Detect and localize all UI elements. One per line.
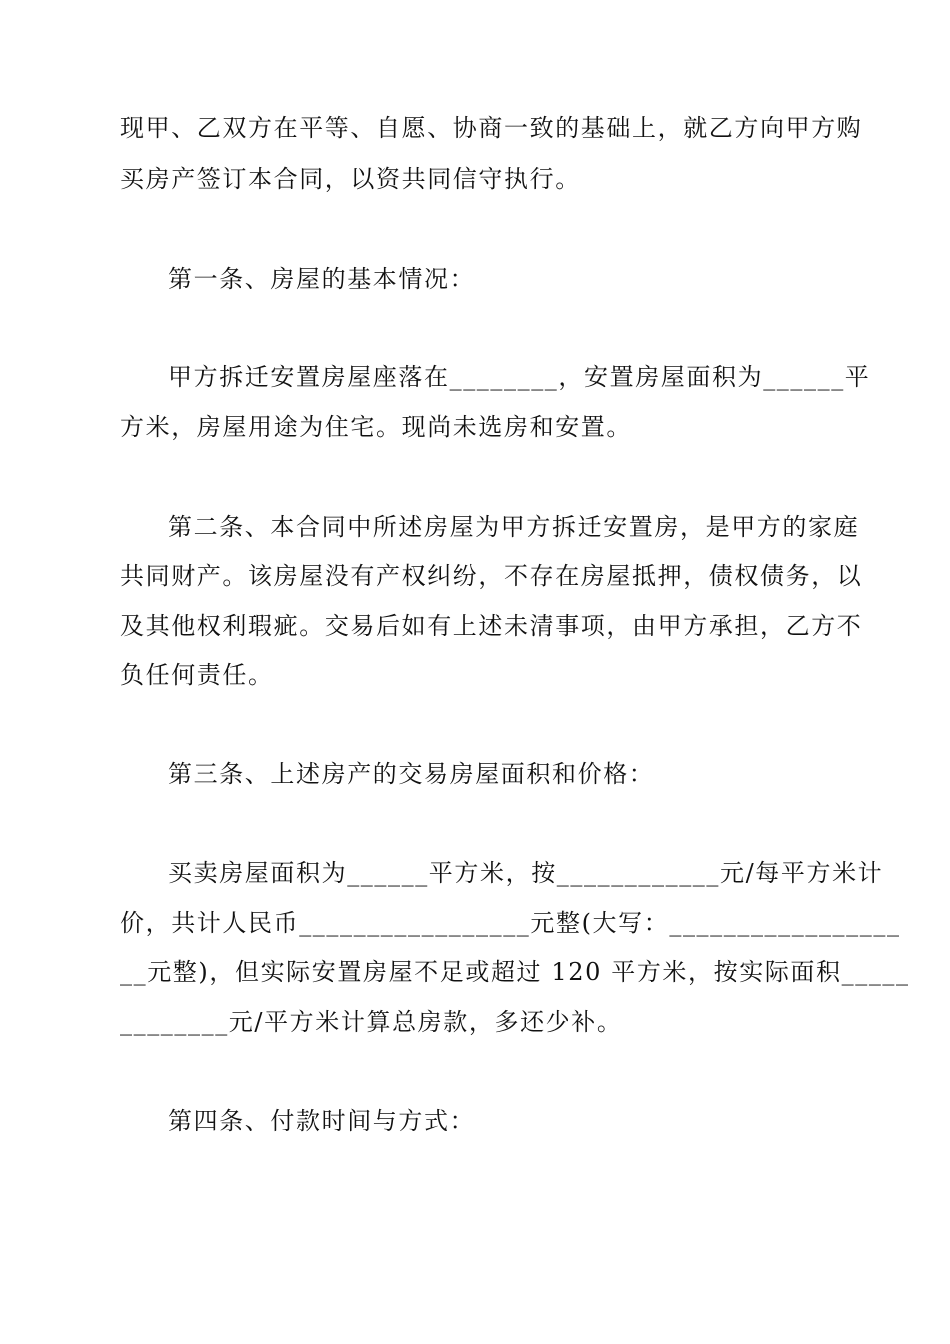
intro-line-1: 现甲、乙双方在平等、自愿、协商一致的基础上，就乙方向甲方购: [120, 114, 863, 142]
article-2-line-1: 第二条、本合同中所述房屋为甲方拆迁安置房，是甲方的家庭: [168, 513, 860, 541]
article-3-heading: 第三条、上述房产的交易房屋面积和价格：: [168, 760, 655, 788]
article-2-line-3: 及其他权利瑕疵。交易后如有上述未清事项，由甲方承担，乙方不: [120, 612, 863, 640]
article-3-line-1: 买卖房屋面积为______平方米，按____________元/每平方米计: [168, 859, 884, 887]
article-1-line-1: 甲方拆迁安置房屋座落在________，安置房屋面积为______平: [168, 363, 871, 391]
article-1-heading: 第一条、房屋的基本情况：: [168, 265, 476, 293]
article-1-line-2: 方米，房屋用途为住宅。现尚未选房和安置。: [120, 413, 632, 441]
article-3-line-2: 价，共计人民币_________________元整(大写：_________________: [120, 909, 901, 937]
intro-line-2: 买房产签订本合同，以资共同信守执行。: [120, 165, 581, 193]
article-4-heading: 第四条、付款时间与方式：: [168, 1107, 476, 1135]
article-3-line-3: __元整)，但实际安置房屋不足或超过 120 平方米，按实际面积_____: [120, 958, 910, 986]
article-2-line-2: 共同财产。该房屋没有产权纠纷，不存在房屋抵押，债权债务，以: [120, 562, 863, 590]
article-2-line-4: 负任何责任。: [120, 661, 274, 689]
article-3-line-4: ________元/平方米计算总房款，多还少补。: [120, 1008, 623, 1036]
